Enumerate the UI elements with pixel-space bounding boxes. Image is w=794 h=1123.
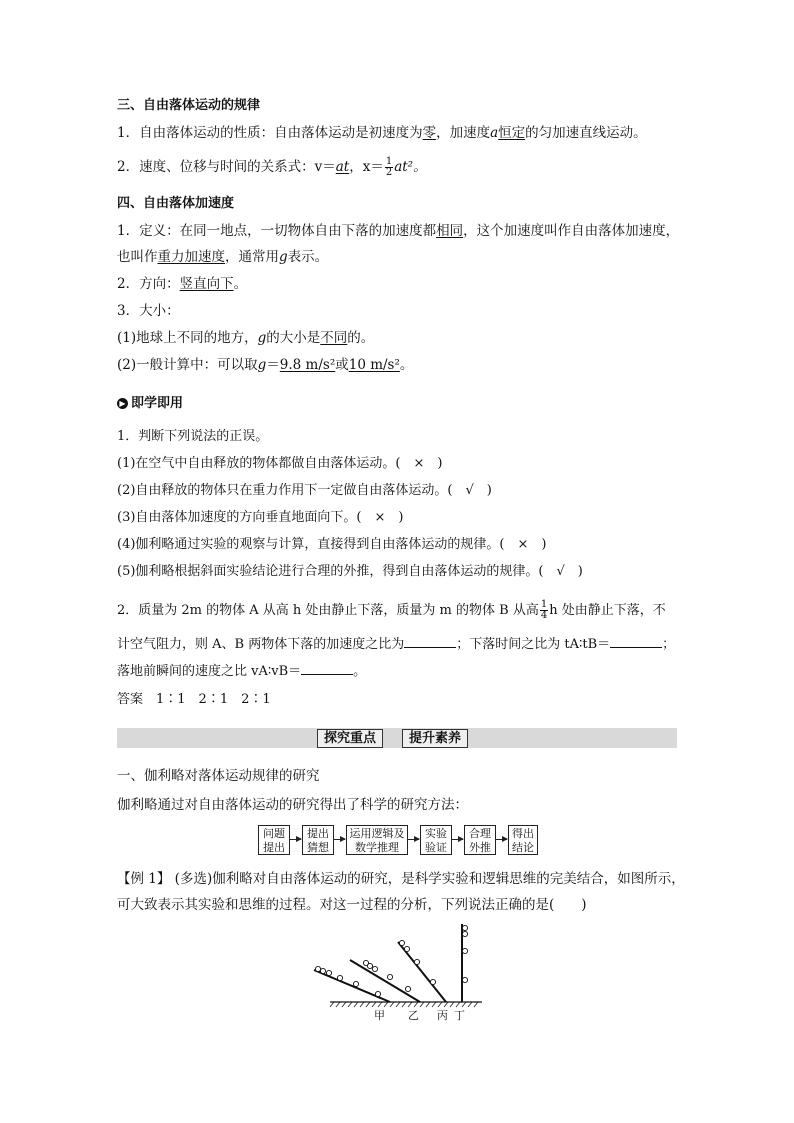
symbol: g: [279, 249, 288, 265]
symbol: g: [257, 330, 267, 346]
arrow-right-icon: [290, 839, 301, 840]
text: 落地前瞬间的速度之比 vA∶vB＝: [117, 664, 302, 679]
judgement-item: (4)伽利略通过实验的观察与计算，直接得到自由落体运动的规律。( × ): [117, 537, 547, 552]
question-2-line-2: [117, 635, 675, 655]
text: ；: [662, 637, 676, 652]
label-bing: 丙: [437, 1009, 448, 1022]
ball: [367, 963, 372, 968]
text: 。: [233, 276, 248, 292]
text: 的匀加速直线运动。: [525, 125, 647, 141]
answer-blank[interactable]: [301, 662, 353, 675]
ball: [337, 975, 342, 980]
fraction-denominator: 2: [385, 167, 393, 178]
underlined-answer: 不同: [320, 330, 348, 346]
ball: [387, 974, 392, 979]
underlined-answer: 重力加速度: [157, 249, 225, 265]
ball: [399, 940, 404, 945]
judgement-item: (2)自由释放的物体只在重力作用下一定做自由落体运动。( √ ): [117, 483, 492, 498]
flow-step: [302, 825, 334, 855]
flow-step-line: 问题: [263, 827, 285, 840]
text: 2．方向：: [117, 276, 180, 292]
text: ，加速度: [436, 125, 491, 141]
text: 。: [353, 664, 367, 679]
flow-step-line: 数学推理: [355, 841, 399, 854]
underlined-answer: 10 m/s²: [348, 357, 400, 373]
flow-step: [258, 825, 290, 855]
text: 2．速度、位移与时间的关系式：v＝: [117, 159, 336, 175]
answer-line: 答案 1∶1 2∶1 2∶1: [117, 692, 271, 707]
symbol: a: [490, 125, 499, 141]
text: 。: [399, 357, 414, 373]
ball: [462, 977, 467, 982]
paragraph-direction: [117, 274, 247, 294]
band-tag-explore: 探究重点: [317, 729, 383, 748]
paragraph-magnitude: 3．大小：: [117, 303, 180, 319]
example-1-line-2: 可大致表示其实验和思维的过程。对这一过程的分析，下列说法正确的是( ): [117, 897, 587, 913]
question-1: 1．判断下列说法的正误。: [117, 429, 269, 444]
flow-step-line: 得出: [512, 827, 534, 840]
paragraph-magnitude-1: [117, 328, 374, 348]
flow-step: [464, 825, 496, 855]
section-band: [117, 728, 677, 748]
answer-blank[interactable]: [610, 635, 662, 648]
flow-step-line: 实验: [425, 827, 447, 840]
judgement-item: (3)自由落体加速度的方向垂直地面向下。( × ): [117, 510, 404, 525]
ball: [414, 959, 419, 964]
ball: [462, 948, 467, 953]
section-heading-free-fall-laws: 三、自由落体运动的规律: [117, 98, 261, 113]
practice-heading-text: 即学即用: [131, 396, 184, 411]
ball: [353, 981, 358, 986]
text: 1．定义：在同一地点，一切物体自由下落的加速度都: [117, 223, 437, 239]
text: at²。: [394, 159, 427, 175]
text: 也叫作: [117, 249, 158, 265]
arrow-right-icon: [334, 839, 345, 840]
ball: [462, 925, 467, 930]
label-yi: 乙: [408, 1009, 419, 1022]
paragraph-fall-nature: [117, 123, 647, 143]
flow-step-line: 合理: [469, 827, 491, 840]
label-jia: 甲: [374, 1009, 385, 1022]
arrow-right-icon: [452, 839, 463, 840]
fraction-one-quarter: [540, 600, 548, 621]
band-tag-improve: 提升素养: [402, 729, 468, 748]
answer-blank[interactable]: [404, 635, 456, 648]
flow-step-line: 运用逻辑及: [349, 827, 405, 840]
incline-yi: [350, 960, 420, 1002]
fraction-numerator: 1: [540, 599, 548, 610]
text: ，x＝: [349, 159, 384, 175]
text: 表示。: [287, 249, 329, 265]
judgement-item: (5)伽利略根据斜面实验结论进行合理的外推，得到自由落体运动的规律。( √ ): [117, 564, 583, 579]
text: h 处由静止下落，不: [549, 603, 666, 618]
flow-step: [346, 825, 408, 855]
flow-step-line: 外推: [469, 841, 491, 854]
flow-step-line: 提出: [307, 827, 329, 840]
arrow-right-icon: [496, 839, 507, 840]
ball: [372, 966, 377, 971]
underlined-answer: 相同: [436, 223, 464, 239]
flow-step-line: 结论: [512, 841, 534, 854]
text: 的。: [347, 330, 375, 346]
paragraph-definition-1: [117, 221, 679, 241]
ball: [462, 931, 467, 936]
fraction-numerator: 1: [385, 156, 393, 167]
fraction-denominator: 4: [540, 610, 548, 621]
ball: [315, 966, 320, 971]
ball: [430, 979, 435, 984]
question-2-line-1: [117, 600, 666, 621]
label-ding: 丁: [454, 1009, 465, 1022]
ball: [320, 968, 325, 973]
paragraph-velocity-displacement: [117, 157, 427, 178]
underlined-answer: at: [335, 159, 350, 175]
fraction-one-half: [385, 157, 393, 178]
incline-jia: [314, 970, 390, 1002]
example-1-line-1: 【例 1】 (多选)伽利略对自由落体运动的研究，是科学实验和逻辑思维的完美结合，如图所示，: [117, 871, 685, 887]
galileo-incline-figure: [300, 918, 500, 1028]
text: (2)一般计算中：可以取: [117, 357, 258, 373]
judgement-item: (1)在空气中自由释放的物体都做自由落体运动。( × ): [117, 456, 443, 471]
question-2-line-3: [117, 662, 366, 682]
flow-step: [508, 825, 538, 855]
paragraph-definition-2: [117, 247, 328, 267]
paragraph-magnitude-2: [117, 355, 413, 375]
text: 2．质量为 2m 的物体 A 从高 h 处由静止下落，质量为 m 的物体 B 从高: [117, 603, 539, 618]
symbol: g: [257, 357, 267, 373]
underlined-answer: 竖直向下: [179, 276, 234, 292]
text: ，通常用: [225, 249, 279, 265]
text: ，这个加速度叫作自由落体加速度，: [463, 223, 680, 239]
text: 的大小是: [266, 330, 321, 346]
ball: [375, 991, 380, 996]
flow-step: [420, 825, 452, 855]
underlined-answer: 9.8 m/s²: [279, 357, 336, 373]
text: 计空气阻力，则 A、B 两物体下落的加速度之比为: [117, 637, 405, 652]
arrow-right-icon: [408, 839, 419, 840]
section-heading-gravity-acceleration: 四、自由落体加速度: [117, 196, 235, 211]
text: ＝: [266, 357, 280, 373]
underlined-answer: 零: [422, 125, 437, 141]
ground-hatching: [330, 1002, 478, 1007]
practice-heading: [117, 394, 183, 414]
flow-step-line: 提出: [263, 841, 285, 854]
text: 或: [335, 357, 349, 373]
research-method-flowchart: [258, 825, 538, 859]
ball: [404, 946, 409, 951]
underlined-answer: 恒定: [498, 125, 526, 141]
galileo-heading: 一、伽利略对落体运动规律的研究: [117, 768, 320, 784]
play-bullet-icon: ▶: [117, 398, 128, 409]
ball: [326, 970, 331, 975]
text: 1．自由落体运动的性质：自由落体运动是初速度为: [117, 125, 423, 141]
galileo-intro: 伽利略通过对自由落体运动的研究得出了科学的研究方法：: [117, 797, 468, 813]
text: ；下落时间之比为 tA∶tB＝: [456, 637, 611, 652]
text: (1)地球上不同的地方，: [117, 330, 258, 346]
ball: [405, 986, 410, 991]
flow-step-line: 猜想: [307, 841, 329, 854]
flow-step-line: 验证: [425, 841, 447, 854]
